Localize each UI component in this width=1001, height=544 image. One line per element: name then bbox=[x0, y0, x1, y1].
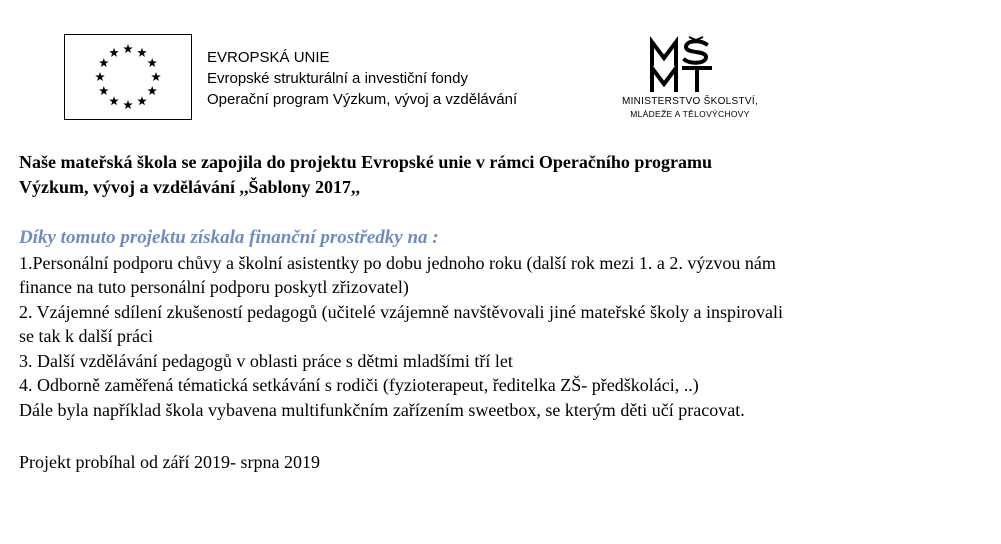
list-item: Dále byla například škola vybavena multifunkčním zařízením sweetbox, se kterým děti učí pracovat. bbox=[19, 399, 745, 420]
intro-line-2: Výzkum, vývoj a vzdělávání ,,Šablony 2017,, bbox=[19, 176, 361, 197]
msmt-caption-line2: MLÁDEŽE A TĚLOVÝCHOVY bbox=[630, 109, 750, 119]
eu-stars-icon bbox=[65, 35, 191, 119]
list-item: 3. Další vzdělávání pedagogů v oblasti práce s dětmi mladšími tří let bbox=[19, 350, 513, 371]
header bbox=[0, 0, 1001, 140]
msmt-caption bbox=[604, 96, 776, 120]
list-item: 1.Personální podporu chůvy a školní asistentky po dobu jednoho roku (další rok mezi 1. a 2. výzvou nám bbox=[19, 252, 776, 273]
list-item: 4. Odborně zaměřená tématická setkávání s rodiči (fyzioterapeut, ředitelka ZŠ- předškoláci, ..) bbox=[19, 375, 699, 395]
list-item: se tak k další práci bbox=[19, 326, 153, 346]
intro-line-1: Naše mateřská škola se zapojila do projektu Evropské unie v rámci Operačního programu bbox=[19, 152, 713, 172]
msmt-mark-icon bbox=[648, 36, 734, 94]
funding-subheading: Díky tomuto projektu získala finanční prostředky na : bbox=[19, 227, 439, 248]
project-duration: Projekt probíhal od září 2019- srpna 2019 bbox=[19, 452, 320, 472]
document-body bbox=[19, 150, 994, 475]
spacer bbox=[19, 199, 994, 226]
msmt-caption-line1: MINISTERSTVO ŠKOLSTVÍ, bbox=[621, 96, 759, 107]
eu-title: EVROPSKÁ UNIE bbox=[207, 49, 330, 66]
spacer bbox=[19, 422, 994, 450]
eu-text-block bbox=[207, 47, 517, 110]
msmt-logo bbox=[604, 36, 776, 126]
eu-funds-line: Evropské strukturální a investiční fondy bbox=[207, 70, 468, 87]
list-item: 2. Vzájemné sdílení zkušeností pedagogů (učitelé vzájemně navštěvovali jiné mateřské školy a inspirovali bbox=[19, 301, 783, 322]
eu-programme-line: Operační program Výzkum, vývoj a vzdělávání bbox=[207, 91, 518, 108]
eu-flag-icon bbox=[64, 34, 192, 120]
list-item: finance na tuto personální podporu poskytl zřizovatel) bbox=[19, 277, 409, 297]
